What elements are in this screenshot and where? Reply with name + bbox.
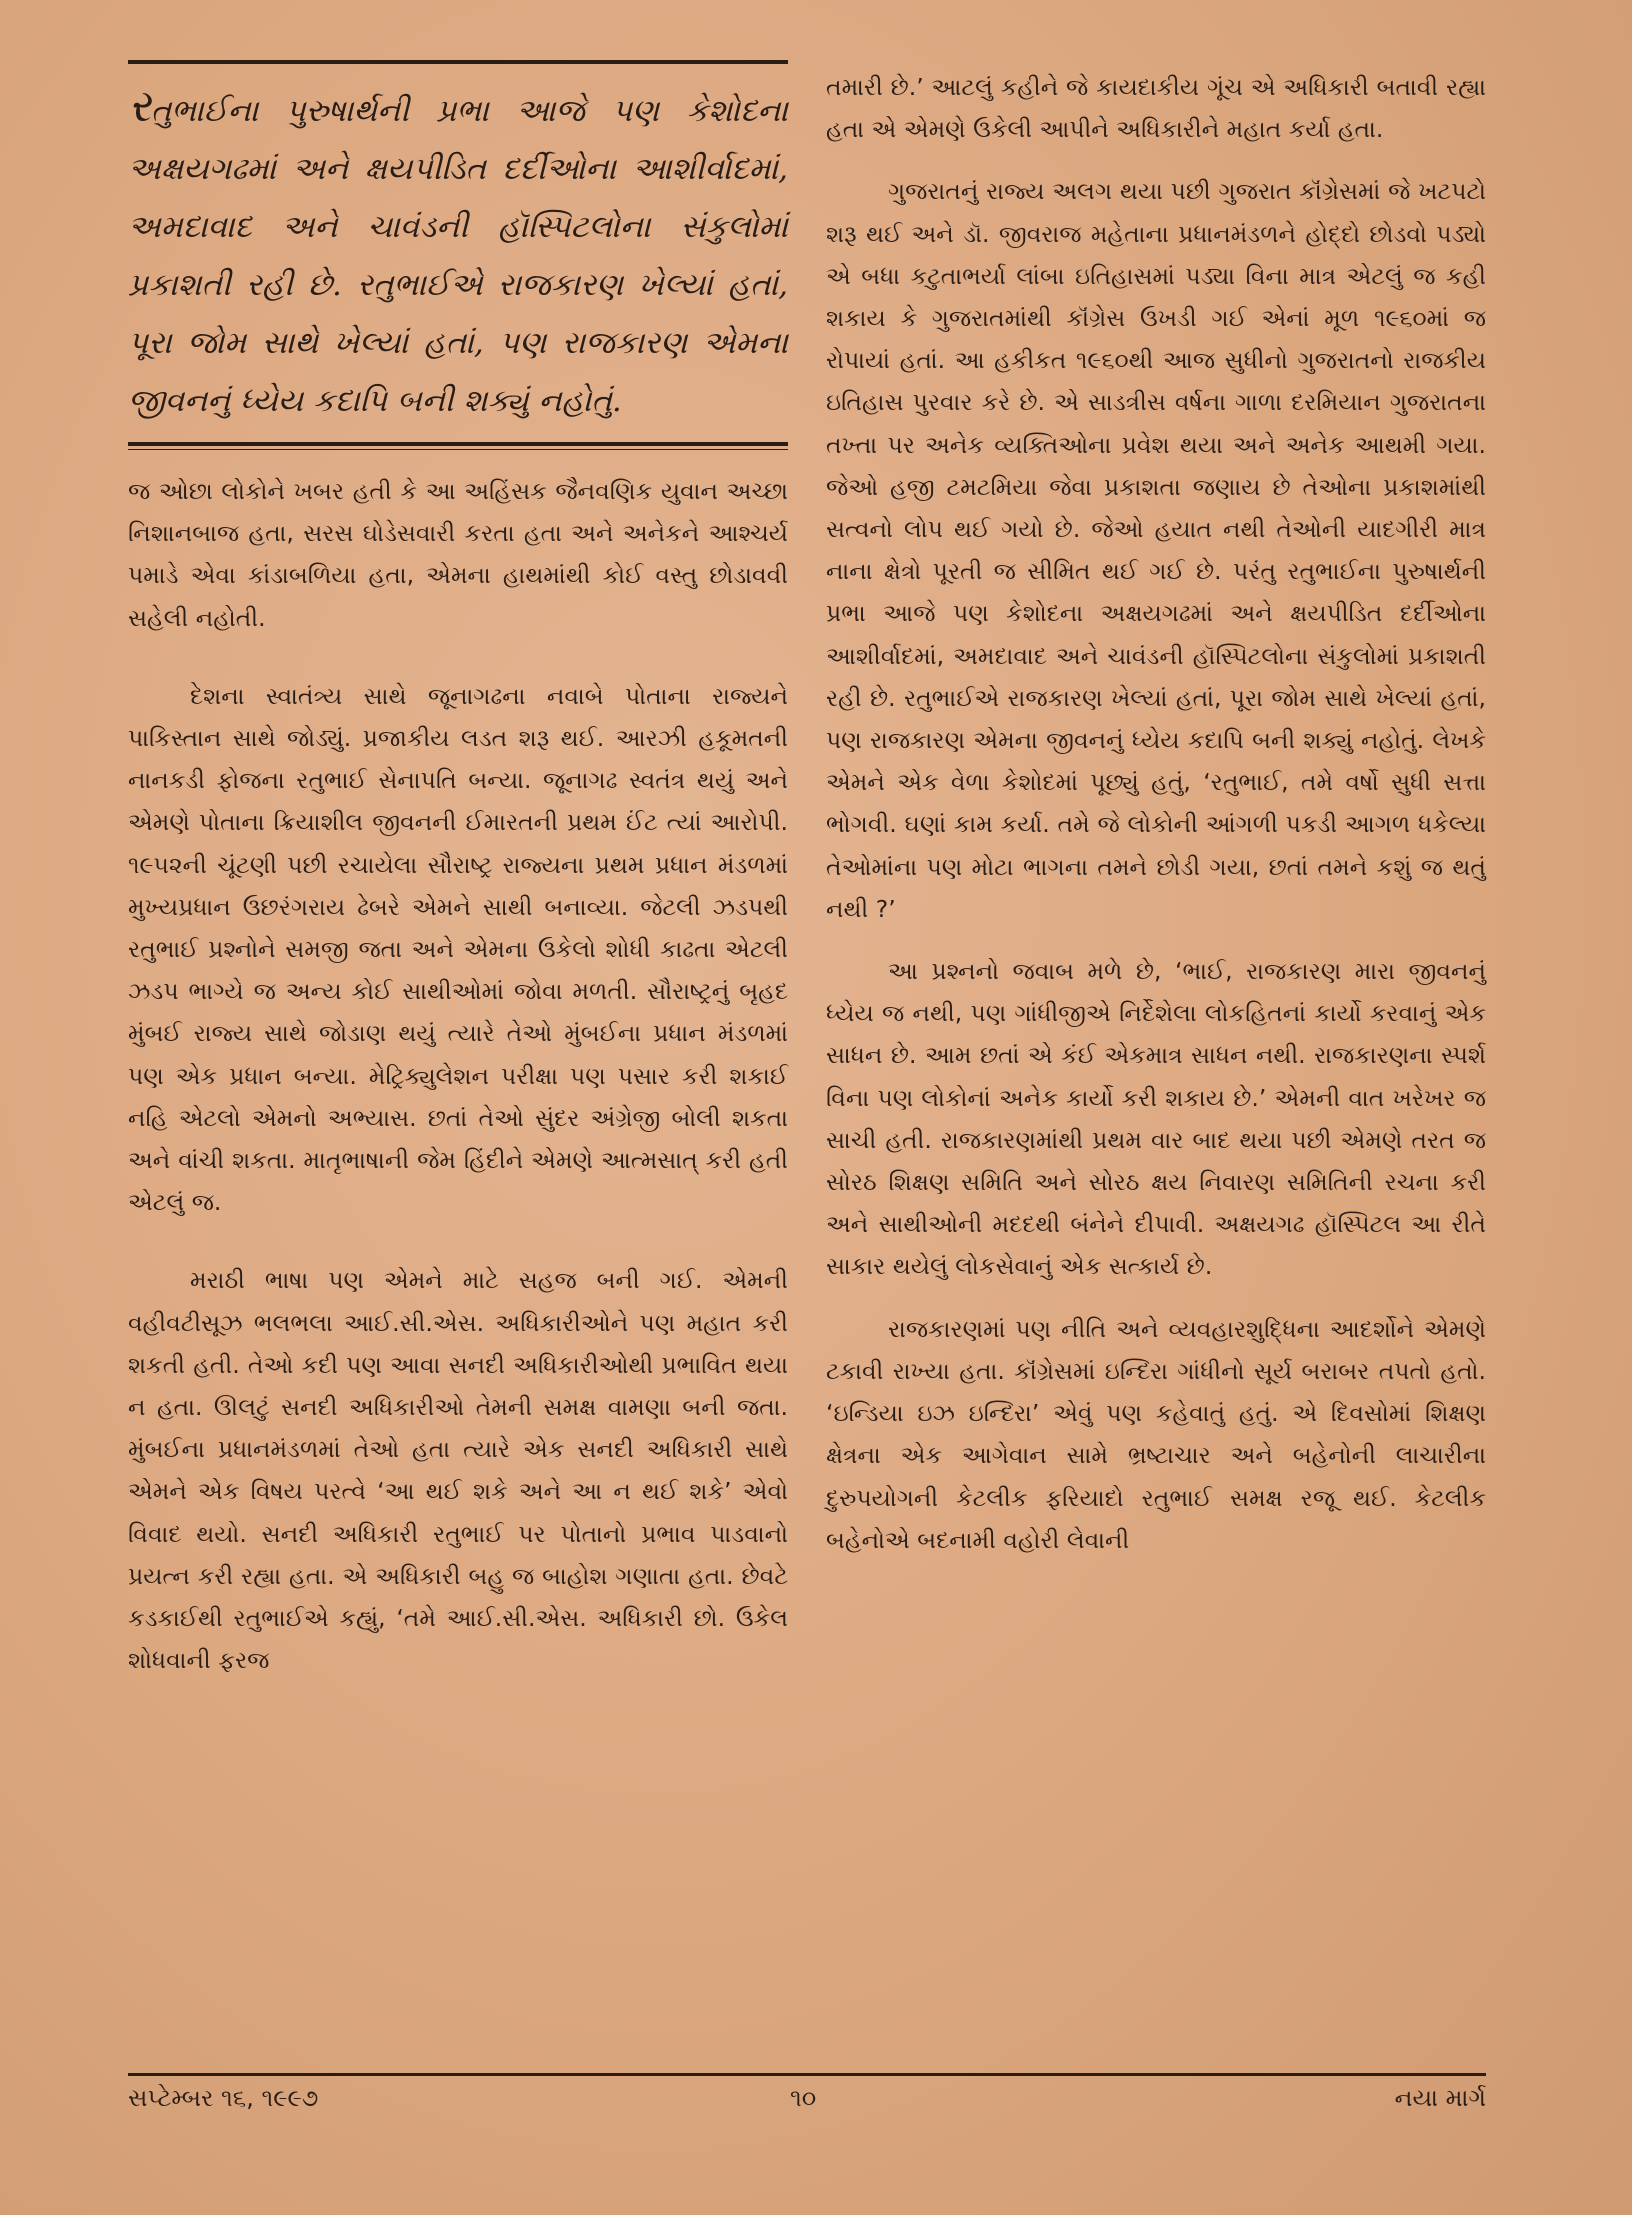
right-paragraph-4: રાજકારણમાં પણ નીતિ અને વ્યવહારશુદ્ધિના આદર્શોને એમણે ટકાવી રાખ્યા હતા. કૉંગ્રેસમાં ઇન્દિરા ગાંધીનો સૂર્ય બરાબર તપતો હતો. ‘ઇન્ડિયા ઇઝ ઇન્દિરા’ એવું પણ કહેવાતું હતું. એ દિવસોમાં શિક્ષણ ક્ષેત્રના એક આગેવાન સામે ભ્રષ્ટાચાર અને બહેનોની લાચારીના દુરુપયોગની કેટલીક ફરિયાદો રતુભાઈ સમક્ષ રજૂ થઈ. કેટલીક બહેનોએ બદનામી વહોરી લેવાની (826, 1314, 1486, 1554)
right-column (826, 66, 1486, 1561)
left-paragraph-1: જ ઓછા લોકોને ખબર હતી કે આ અહિંસક જૈનવણિક યુવાન અચ્છા નિશાનબાજ હતા, સરસ ઘોડેસવારી કરતા હતા અને અનેકને આશ્ચર્ય પમાડે એવા કાંડાબળિયા હતા, એમના હાથમાંથી કોઈ વસ્તુ છોડાવવી સહેલી નહોતી. (128, 477, 788, 632)
page-number: ૧૦ (790, 2084, 817, 2112)
right-paragraph-1: તમારી છે.’ આટલું કહીને જે કાયદાકીય ગૂંચ એ અધિકારી બતાવી રહ્યા હતા એ એમણે ઉકેલી આપીને અધિકારીને મહાત કર્યા હતા. (826, 73, 1486, 144)
left-column (128, 60, 788, 1681)
right-paragraph-2: ગુજરાતનું રાજ્ય અલગ થયા પછી ગુજરાત કૉંગ્રેસમાં જે ખટપટો શરૂ થઈ અને ડૉ. જીવરાજ મહેતાના પ્રધાનમંડળને હોદ્દો છોડવો પડ્યો એ બધા કટુતાભર્યા લાંબા ઇતિહાસમાં પડ્યા વિના માત્ર એટલું જ કહી શકાય કે ગુજરાતમાંથી કૉંગ્રેસ ઉખડી ગઈ એનાં મૂળ ૧૯૬૦માં જ રોપાયાં હતાં. આ હકીકત ૧૯૬૦થી આજ સુધીનો ગુજરાતનો રાજકીય ઇતિહાસ પુરવાર કરે છે. એ સાડત્રીસ વર્ષના ગાળા દરમિયાન ગુજરાતના તખ્તા પર અનેક વ્યક્તિઓના પ્રવેશ થયા અને અનેક આથમી ગયા. જેઓ હજી ટમટમિયા જેવા પ્રકાશતા જણાય છે તેઓના પ્રકાશમાંથી સત્વનો લોપ થઈ ગયો છે. જેઓ હયાત નથી તેઓની યાદગીરી માત્ર નાના ક્ષેત્રો પૂરતી જ સીમિત થઈ ગઈ છે. પરંતુ રતુભાઈના પુરુષાર્થની પ્રભા આજે પણ કેશોદના અક્ષયગઢમાં અને ક્ષયપીડિત દર્દીઓના આશીર્વાદમાં, અમદાવાદ અને ચાવંડની હૉસ્પિટલોના સંકુલોમાં પ્રકાશતી રહી છે. રતુભાઈએ રાજકારણ ખેલ્યાં હતાં, પૂરા જોમ સાથે ખેલ્યાં હતાં, પણ રાજકારણ એમના જીવનનું ધ્યેય કદાપિ બની શક્યું નહોતું. લેખકે એમને એક વેળા કેશોદમાં પૂછ્યું હતું, ‘રતુભાઈ, તમે વર્ષો સુધી સત્તા ભોગવી. ઘણાં કામ કર્યા. તમે જે લોકોની આંગળી પકડી આગળ ધકેલ્યા તેઓમાંના પણ મોટા ભાગના તમને છોડી ગયા, છતાં તમને કશું જ થતું નથી ?’ (826, 177, 1486, 923)
magazine-name: નયા માર્ગ (1394, 2084, 1486, 2112)
footer-date: સપ્ટેમ્બર ૧૬, ૧૯૯૭ (128, 2084, 319, 2112)
footer-rule (128, 2073, 1486, 2076)
pull-quote-bottom-rule (128, 442, 788, 450)
right-paragraph-3: આ પ્રશ્નનો જવાબ મળે છે, ‘ભાઈ, રાજકારણ મારા જીવનનું ધ્યેય જ નથી, પણ ગાંધીજીએ નિર્દેશેલા લોકહિતનાં કાર્યો કરવાનું એક સાધન છે. આમ છતાં એ કંઈ એકમાત્ર સાધન નથી. રાજકારણના સ્પર્શ વિના પણ લોકોનાં અનેક કાર્યો કરી શકાય છે.’ એમની વાત ખરેખર જ સાચી હતી. રાજકારણમાંથી પ્રથમ વાર બાદ થયા પછી એમણે તરત જ સોરઠ શિક્ષણ સમિતિ અને સોરઠ ક્ષય નિવારણ સમિતિની રચના કરી અને સાથીઓની મદદથી બંનેને દીપાવી. અક્ષયગઢ હૉસ્પિટલ આ રીતે સાકાર થયેલું લોકસેવાનું એક સત્કાર્ય છે. (826, 957, 1486, 1281)
left-paragraph-2: દેશના સ્વાતંત્ર્ય સાથે જૂનાગઢના નવાબે પોતાના રાજ્યને પાકિસ્તાન સાથે જોડ્યું. પ્રજાકીય લડત શરૂ થઈ. આરઝી હકૂમતની નાનકડી ફોજના રતુભાઈ સેનાપતિ બન્યા. જૂનાગઢ સ્વતંત્ર થયું અને એમણે પોતાના ક્રિયાશીલ જીવનની ઈમારતની પ્રથમ ઈંટ ત્યાં આરોપી. ૧૯૫૨ની ચૂંટણી પછી રચાયેલા સૌરાષ્ટ્ર રાજ્યના પ્રથમ પ્રધાન મંડળમાં મુખ્યપ્રધાન ઉછરંગરાય ઢેબરે એમને સાથી બનાવ્યા. જેટલી ઝડપથી રતુભાઈ પ્રશ્નોને સમજી જતા અને એમના ઉકેલો શોધી કાઢતા એટલી ઝડપ ભાગ્યે જ અન્ય કોઈ સાથીઓમાં જોવા મળતી. સૌરાષ્ટ્રનું બૃહદ મુંબઈ રાજ્ય સાથે જોડાણ થયું ત્યારે તેઓ મુંબઈના પ્રધાન મંડળમાં પણ એક પ્રધાન બન્યા. મેટ્રિક્યુલેશન પરીક્ષા પણ પસાર કરી શકાઈ નહિ એટલો એમનો અભ્યાસ. છતાં તેઓ સુંદર અંગ્રેજી બોલી શકતા અને વાંચી શકતા. માતૃભાષાની જેમ હિંદીને એમણે આત્મસાત્ કરી હતી એટલું જ. (128, 681, 788, 1217)
pull-quote: રતુભાઈના પુરુષાર્થની પ્રભા આજે પણ કેશોદના અક્ષયગઢમાં અને ક્ષયપીડિત દર્દીઓના આશીર્વાદમાં, અમદાવાદ અને ચાવંડની હૉસ્પિટલોના સંકુલોમાં પ્રકાશતી રહી છે. રતુભાઈએ રાજકારણ ખેલ્યાં હતાં, પૂરા જોમ સાથે ખેલ્યાં હતાં, પણ રાજકારણ એમના જીવનનું ધ્યેય કદાપિ બની શક્યું નહોતું. (128, 81, 788, 419)
left-paragraph-3: મરાઠી ભાષા પણ એમને માટે સહજ બની ગઈ. એમની વહીવટીસૂઝ ભલભલા આઈ.સી.એસ. અધિકારીઓને પણ મહાત કરી શકતી હતી. તેઓ કદી પણ આવા સનદી અધિકારીઓથી પ્રભાવિત થયા ન હતા. ઊલટું સનદી અધિકારીઓ તેમની સમક્ષ વામણા બની જતા. મુંબઈના પ્રધાનમંડળમાં તેઓ હતા ત્યારે એક સનદી અધિકારી સાથે એમને એક વિષય પરત્વે ‘આ થઈ શકે અને આ ન થઈ શકે’ એવો વિવાદ થયો. સનદી અધિકારી રતુભાઈ પર પોતાનો પ્રભાવ પાડવાનો પ્રયત્ન કરી રહ્યા હતા. એ અધિકારી બહુ જ બાહોશ ગણાતા હતા. છેવટે કડકાઈથી રતુભાઈએ કહ્યું, ‘તમે આઈ.સી.એસ. અધિકારી છો. ઉકેલ શોધવાની ફરજ (128, 1266, 788, 1675)
